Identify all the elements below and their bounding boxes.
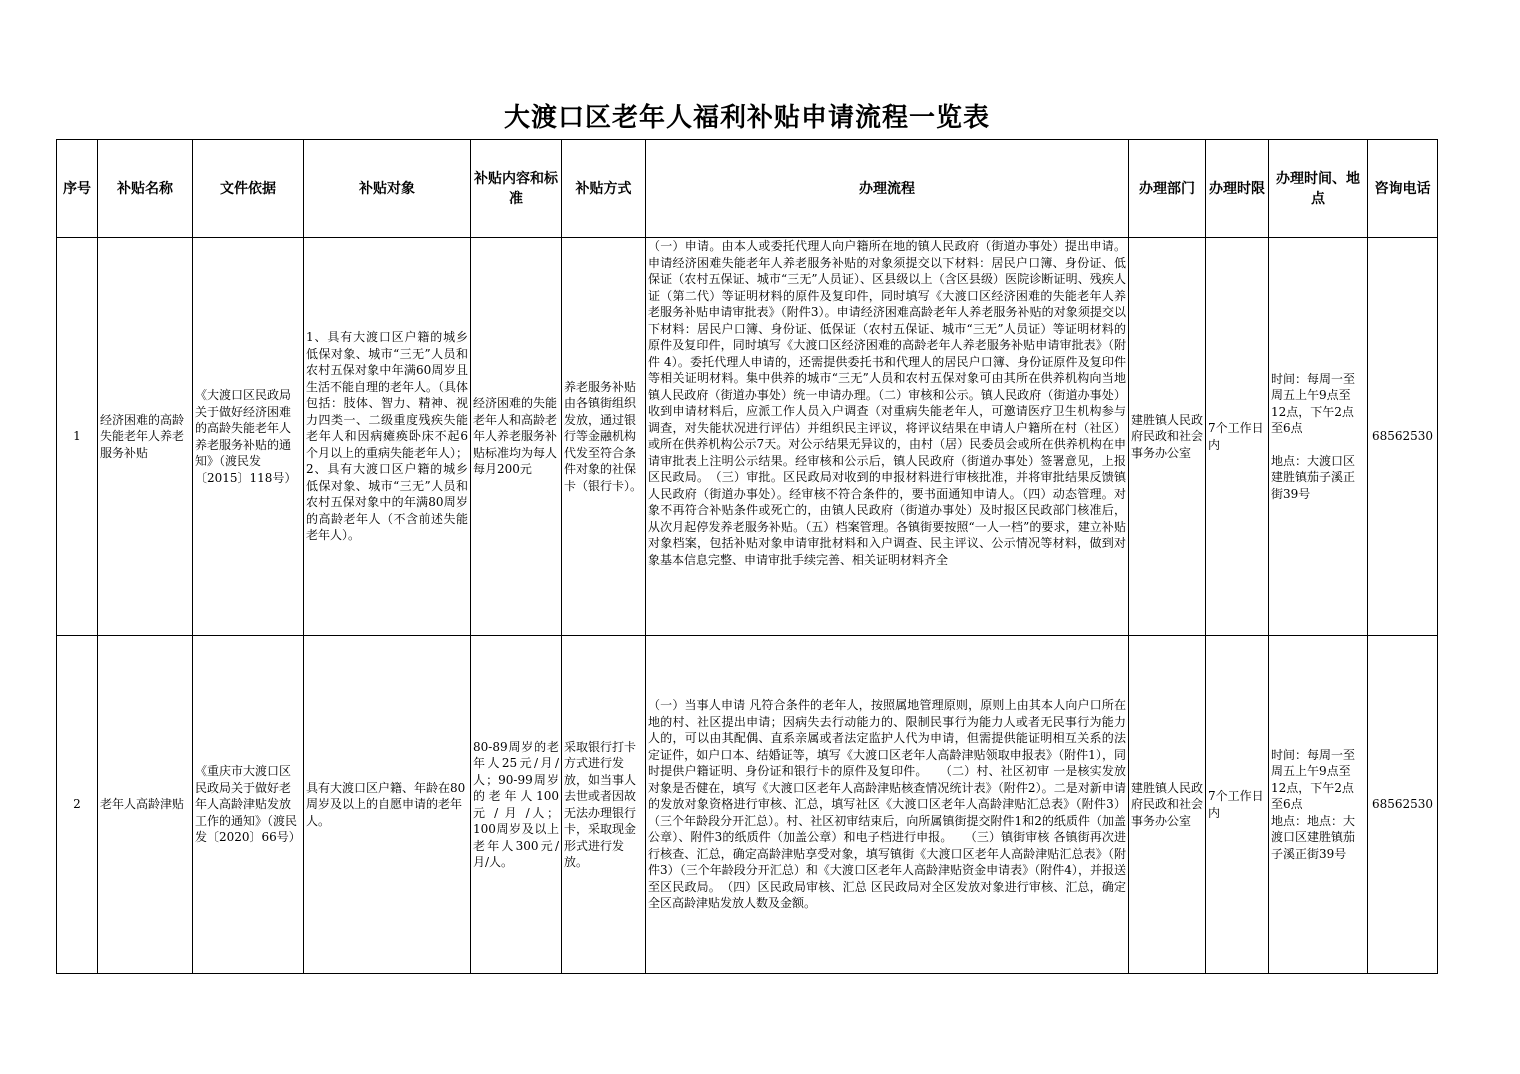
row-seq: 2 [57, 636, 98, 974]
row-place: 地点：大渡口区建胜镇茄子溪正街39号 [1271, 453, 1356, 501]
row-dept: 建胜镇人民政府民政和社会事务办公室 [1129, 238, 1206, 636]
row-time-place [1269, 636, 1368, 974]
row-content: 80-89周岁的老年人25元/月/人；90-99周岁的老年人100 元 / 月 /人；100周岁及以上老年人300元/月/人。 [471, 636, 562, 974]
row-phone: 68562530 [1368, 238, 1438, 636]
row-phone: 68562530 [1368, 636, 1438, 974]
subsidy-table [56, 139, 1438, 974]
row-time: 时间：每周一至周五上午9点至12点，下午2点至6点 [1271, 747, 1356, 812]
row-content: 经济困难的失能老年人和高龄老年人养老服务补贴标准均为每人每月200元 [471, 238, 562, 636]
row-time: 时间：每周一至周五上午9点至12点，下午2点至6点 [1271, 371, 1356, 436]
header-method: 补贴方式 [562, 140, 646, 238]
row-time-place [1269, 238, 1368, 636]
table-row [57, 636, 1438, 974]
header-process: 办理流程 [646, 140, 1129, 238]
row-basis: 《重庆市大渡口区民政局关于做好老年人高龄津贴发放工作的通知》（渡民发〔2020〕66号） [193, 636, 304, 974]
row-target: 1、具有大渡口区户籍的城乡低保对象、城市“三无”人员和农村五保对象中年满60周岁且生活不能自理的老年人。（具体包括：肢体、智力、精神、视力四类一、二级重度残疾失能老年人和因病瘫痪卧床不起6个月以上的重病失能老年人）；2、具有大渡口区户籍的城乡低保对象、城市“三无”人员和农村五保对象中的年满80周岁的高龄老年人（不含前述失能老年人）。 [304, 238, 471, 636]
row-method: 采取银行打卡方式进行发放，如当事人去世或者因故无法办理银行卡，采取现金形式进行发放。 [562, 636, 646, 974]
header-target: 补贴对象 [304, 140, 471, 238]
header-content: 补贴内容和标准 [471, 140, 562, 238]
row-basis: 《大渡口区民政局关于做好经济困难的高龄失能老年人养老服务补贴的通知》（渡民发〔2015〕118号） [193, 238, 304, 636]
row-target: 具有大渡口区户籍、年龄在80周岁及以上的自愿申请的老年人。 [304, 636, 471, 974]
header-name: 补贴名称 [98, 140, 193, 238]
row-process: （一）申请。由本人或委托代理人向户籍所在地的镇人民政府（街道办事处）提出申请。申请经济困难失能老年人养老服务补贴的对象须提交以下材料：居民户口簿、身份证、低保证（农村五保证、城市“三无”人员证）、区县级以上（含区县级）医院诊断证明、残疾人证（第二代）等证明材料的原件及复印件，同时填写《大渡口区经济困难的失能老年人养老服务补贴申请审批表》（附件3）。申请经济困难高龄老年人养老服务补贴的对象须提交以下材料：居民户口簿、身份证、低保证（农村五保证、城市“三无”人员证）等证明材料的原件及复印件，同时填写《大渡口区经济困难的高龄老年人养老服务补贴申请审批表》（附件 4）。委托代理人申请的，还需提供委托书和代理人的居民户口簿、身份证原件及复印件等相关证明材料。集中供养的城市“三无”人员和农村五保对象可由其所在供养机构向当地镇人民政府（街道办事处）统一申请办理。（二）审核和公示。镇人民政府（街道办事处）收到申请材料后，应派工作人员入户调查（对重病失能老年人，可邀请医疗卫生机构参与调查，对失能状况进行评估）并组织民主评议，将评议结果在申请人户籍所在村（社区）或所在供养机构公示7天。对公示结果无异议的，由村（居）民委员会或所在供养机构在申请审批表上注明公示结果。经审核和公示后，镇人民政府（街道办事处）签署意见，上报区民政局。 （三）审批。区民政局对收到的申报材料进行审核批准，并将审批结果反馈镇人民政府（街道办事处）。经审核不符合条件的，要书面通知申请人。（四）动态管理。对象不再符合补贴条件或死亡的，由镇人民政府（街道办事处）及时报区民政部门核准后，从次月起停发养老服务补贴。（五）档案管理。各镇街要按照“一人一档”的要求，建立补贴对象档案，包括补贴对象申请审批材料和入户调查、民主评议、公示情况等材料，做到对象基本信息完整、申请审批手续完善、相关证明材料齐全 [648, 239, 1126, 567]
header-row [57, 140, 1438, 238]
header-dept: 办理部门 [1129, 140, 1206, 238]
page-title: 大渡口区老年人福利补贴申请流程一览表 [503, 103, 990, 133]
row-process-cell [646, 238, 1129, 636]
header-time-place: 办理时间、地点 [1269, 140, 1368, 238]
header-basis: 文件依据 [193, 140, 304, 238]
row-dept: 建胜镇人民政府民政和社会事务办公室 [1129, 636, 1206, 974]
header-seq: 序号 [57, 140, 98, 238]
row-method: 养老服务补贴由各镇街组织发放，通过银行等金融机构代发至符合条件对象的社保卡（银行卡）。 [562, 238, 646, 636]
header-phone: 咨询电话 [1368, 140, 1438, 238]
row-limit: 7个工作日内 [1206, 636, 1269, 974]
row-name: 老年人高龄津贴 [98, 636, 193, 974]
table-row [57, 238, 1438, 636]
header-limit: 办理时限 [1206, 140, 1269, 238]
row-seq: 1 [57, 238, 98, 636]
row-process: （一）当事人申请 凡符合条件的老年人，按照属地管理原则，原则上由其本人向户口所在地的村、社区提出申请；因病失去行动能力的、限制民事行为能力人或者无民事行为能力人的，可以由其配偶、直系亲属或者法定监护人代为申请，但需提供能证明相互关系的法定证件，如户口本、结婚证等，填写《大渡口区老年人高龄津贴领取申报表》（附件1），同时提供户籍证明、身份证和银行卡的原件及复印件。 （二）村、社区初审 一是核实发放对象是否健在，填写《大渡口区老年人高龄津贴核查情况统计表》（附件2）。二是对新申请的发放对象资格进行审核、汇总，填写社区《大渡口区老年人高龄津贴汇总表》（附件3）（三个年龄段分开汇总）。村、社区初审结束后，向所属镇街提交附件1和2的纸质件（加盖公章）、附件3的纸质件（加盖公章）和电子档进行申报。 （三）镇街审核 各镇街再次进行核查、汇总，确定高龄津贴享受对象，填写镇街《大渡口区老年人高龄津贴汇总表》（附件3）（三个年龄段分开汇总）和《大渡口区老年人高龄津贴资金申请表》（附件4），并报送至区民政局。 （四）区民政局审核、汇总 区民政局对全区发放对象进行审核、汇总，确定全区高龄津贴发放人数及金额。 [646, 636, 1129, 974]
row-limit: 7个工作日内 [1206, 238, 1269, 636]
row-place: 地点：地点：大渡口区建胜镇茄子溪正街39号 [1271, 813, 1356, 861]
row-name: 经济困难的高龄失能老年人养老服务补贴 [98, 238, 193, 636]
